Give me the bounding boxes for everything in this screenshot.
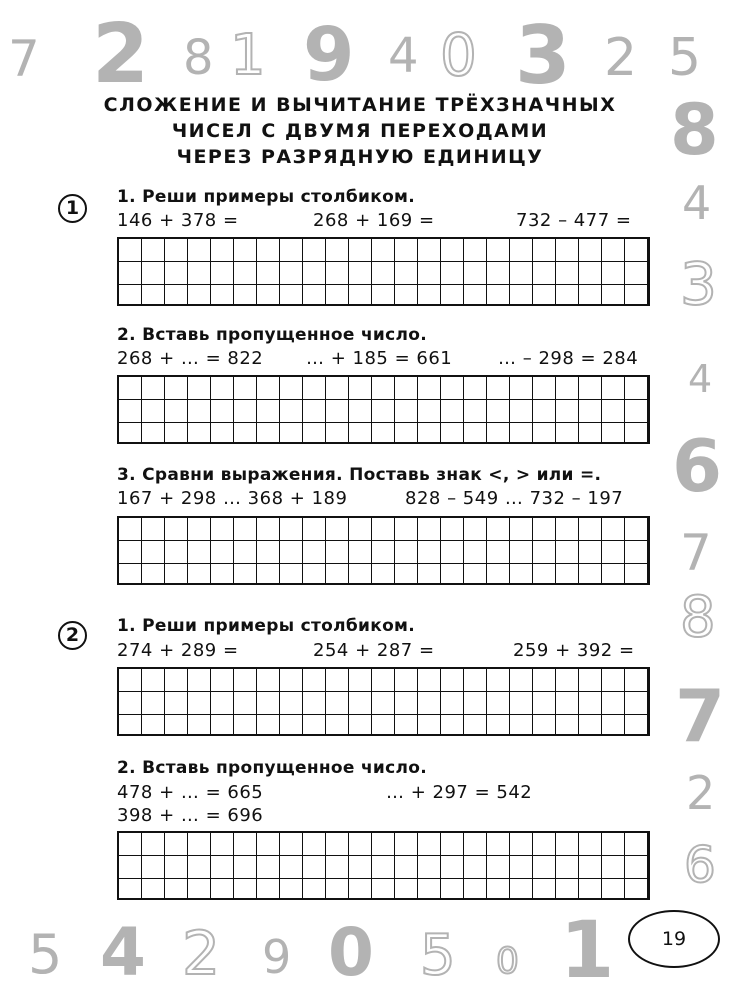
decorative-digit-icon: 0 xyxy=(440,21,477,89)
exercise-heading: 2. Вставь пропущенное число. xyxy=(117,325,428,345)
answer-grid[interactable] xyxy=(117,831,650,900)
decorative-digit-icon: 1 xyxy=(560,906,615,996)
decorative-digit-icon: 6 xyxy=(684,836,716,894)
answer-grid[interactable] xyxy=(117,516,650,585)
exercise-heading: 1. Реши примеры столбиком. xyxy=(117,616,416,636)
math-expression: … + 297 = 542 xyxy=(386,782,533,803)
answer-grid[interactable] xyxy=(117,667,650,736)
math-expression: 146 + 378 = xyxy=(117,210,239,231)
decorative-digit-icon: 0 xyxy=(496,941,519,982)
decorative-digit-icon: 8 xyxy=(183,30,214,86)
task-number-badge: 1 xyxy=(58,194,87,223)
decorative-digit-icon: 3 xyxy=(680,250,717,318)
decorative-digit-icon: 2 xyxy=(686,766,716,820)
answer-grid[interactable] xyxy=(117,375,650,444)
page-number-badge: 19 xyxy=(628,910,720,968)
math-expression: 398 + … = 696 xyxy=(117,805,264,826)
math-expression: … – 298 = 284 xyxy=(498,348,639,369)
decorative-digit-icon: 6 xyxy=(672,424,723,508)
page-title-line: СЛОЖЕНИЕ И ВЫЧИТАНИЕ ТРЁХЗНАЧНЫХ xyxy=(103,94,617,116)
task-number-badge: 2 xyxy=(58,621,87,650)
decorative-digit-icon: 1 xyxy=(230,23,266,88)
decorative-digit-icon: 2 xyxy=(92,7,150,102)
page-title-line: ЧЕРЕЗ РАЗРЯДНУЮ ЕДИНИЦУ xyxy=(176,146,544,168)
decorative-digit-icon: 4 xyxy=(388,28,419,84)
answer-grid[interactable] xyxy=(117,237,650,306)
math-expression: 828 – 549 … 732 – 197 xyxy=(405,488,624,509)
decorative-digit-icon: 4 xyxy=(688,357,713,401)
math-expression: 274 + 289 = xyxy=(117,640,239,661)
math-expression: 254 + 287 = xyxy=(313,640,435,661)
decorative-digit-icon: 9 xyxy=(303,12,355,98)
decorative-digit-icon: 4 xyxy=(100,914,146,991)
decorative-digit-icon: 9 xyxy=(262,930,292,984)
page-title-line: ЧИСЕЛ С ДВУМЯ ПЕРЕХОДАМИ xyxy=(171,120,549,142)
decorative-digit-icon: 4 xyxy=(682,176,712,230)
math-expression: 167 + 298 … 368 + 189 xyxy=(117,488,348,509)
decorative-digit-icon: 5 xyxy=(668,28,702,88)
exercise-heading: 3. Сравни выражения. Поставь знак <, > или =. xyxy=(117,465,602,485)
decorative-digit-icon: 2 xyxy=(182,919,221,989)
decorative-digit-icon: 5 xyxy=(420,923,456,988)
decorative-digit-icon: 5 xyxy=(28,923,63,986)
decorative-digit-icon: 3 xyxy=(515,9,571,102)
math-expression: 732 – 477 = xyxy=(516,210,632,231)
exercise-heading: 2. Вставь пропущенное число. xyxy=(117,758,428,778)
math-expression: 478 + … = 665 xyxy=(117,782,264,803)
page-title xyxy=(60,92,660,170)
decorative-digit-icon: 8 xyxy=(670,89,719,171)
decorative-digit-icon: 8 xyxy=(680,585,716,650)
decorative-digit-icon: 7 xyxy=(675,674,726,758)
exercise-heading: 1. Реши примеры столбиком. xyxy=(117,187,416,207)
decorative-digit-icon: 2 xyxy=(604,28,638,88)
decorative-digit-icon: 7 xyxy=(8,30,40,88)
decorative-digit-icon: 7 xyxy=(680,524,712,582)
math-expression: 268 + 169 = xyxy=(313,210,435,231)
math-expression: 268 + … = 822 xyxy=(117,348,264,369)
math-expression: … + 185 = 661 xyxy=(306,348,453,369)
decorative-digit-icon: 0 xyxy=(328,914,374,991)
math-expression: 259 + 392 = xyxy=(513,640,635,661)
